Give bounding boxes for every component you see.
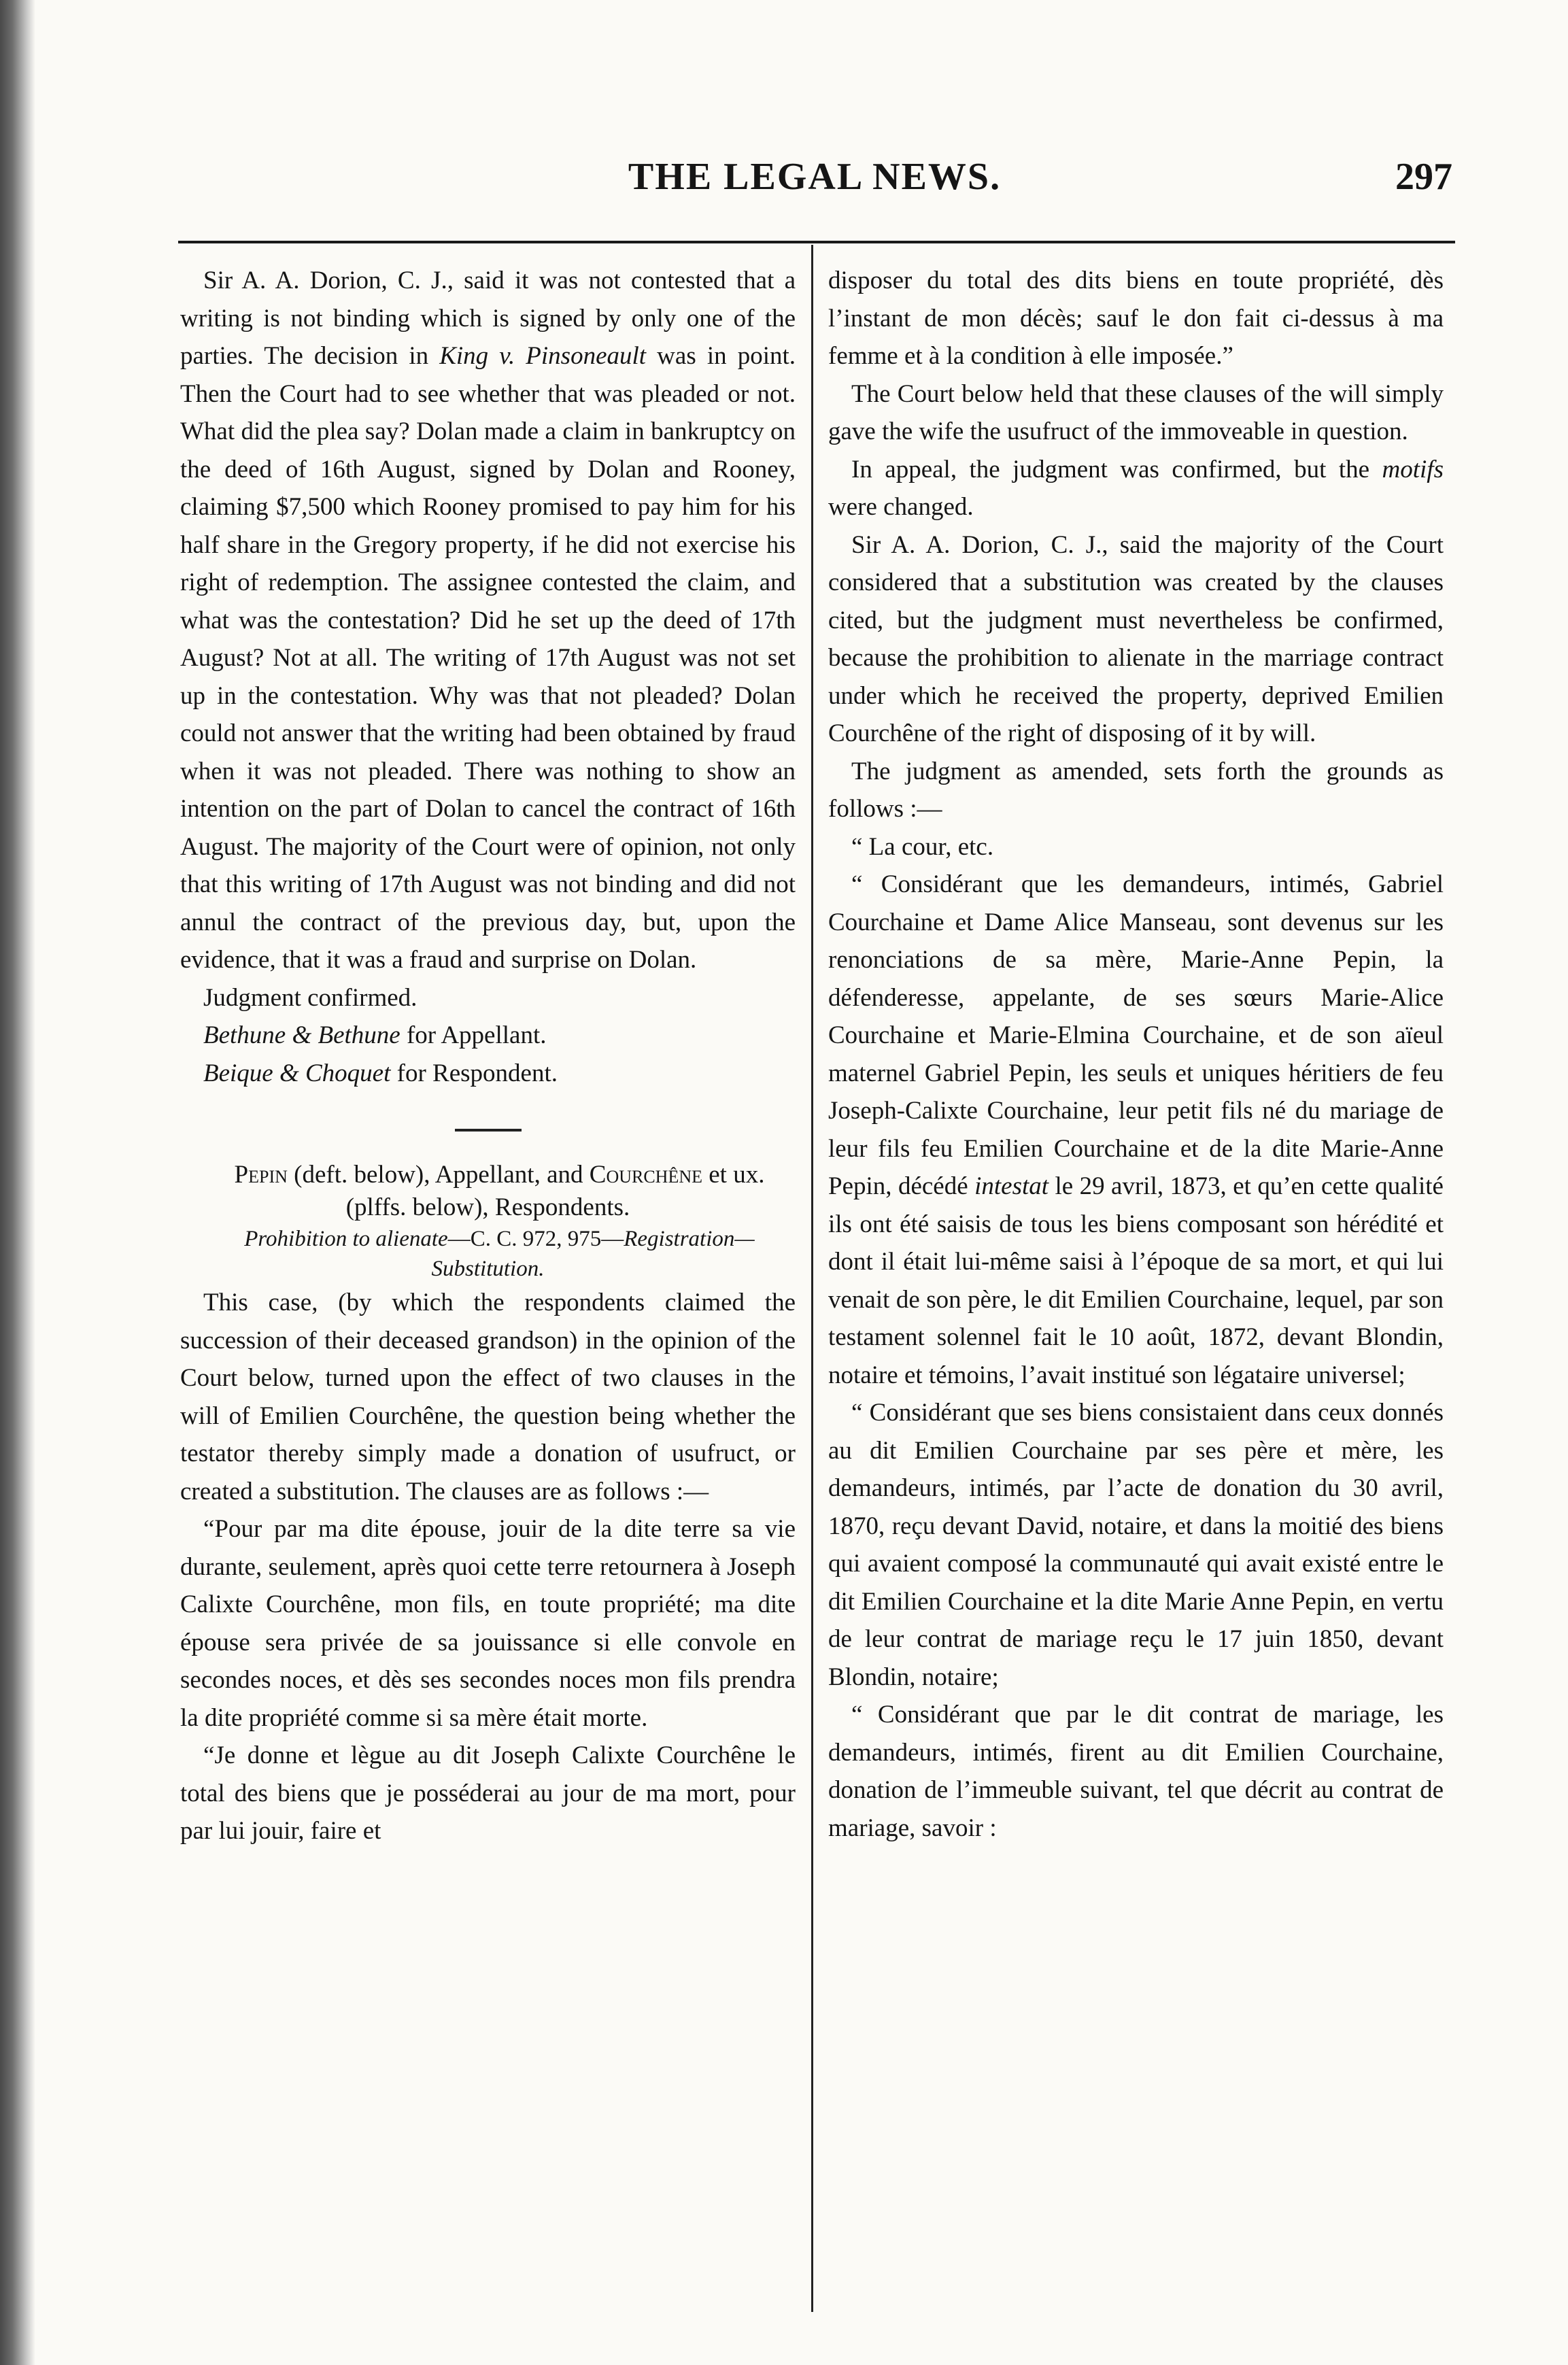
will-clause-2-continued: disposer du total des dits biens en toute propriété, dès l’instant de mon décès; sauf le don fait ci-dessus à ma femme et à la condition à elle imposée.” bbox=[828, 267, 1444, 370]
running-title: THE LEGAL NEWS. bbox=[628, 156, 1002, 198]
motifs-term: motifs bbox=[1382, 455, 1444, 483]
considerant-1 bbox=[828, 866, 1444, 1394]
counsel-appellant-names: Bethune & Bethune bbox=[203, 1021, 400, 1049]
counsel-respondent-names: Beique & Choquet bbox=[203, 1059, 391, 1087]
header-rule bbox=[178, 241, 1455, 243]
case-facts-paragraph: This case, (by which the respondents claimed the succession of their deceased grandson) in the opinion of the Court below, turned upon the effect of two clauses in the will of Emilien Courchêne, the question being whether the testator thereby simply made a donation of usufruct, or created a substitution. The clauses are as follows :— bbox=[180, 1289, 796, 1505]
opinion-text-rest: was in point. Then the Court had to see whether that was pleaded or not. What did the plea say? Dolan made a claim in bankruptcy on the deed of 16th August, signed by Dolan and Rooney, claiming $7,500 which Rooney promised to pay him for his half share in the Gregory property, if he did not exercise his right of redemption. The assignee contested the claim, and what was the contestation? Did he set up the deed of 17th August? Not at all. The writing of 17th August was not set up in the contestation. Why was that not pleaded? Dolan could not answer that the writing had been obtained by fraud when it was not pleaded. There was nothing to show an intention on the part of Dolan to cancel the contract of 16th August. The majority of the Court were of opinion, not only that this writing of 17th August was not binding and did not annul the contract of the previous day, but, upon the evidence, that it was a fraud and surprise on Dolan. bbox=[180, 342, 796, 974]
counsel-respondent bbox=[180, 1055, 796, 1093]
headnote-topic: Prohibition to alienate bbox=[244, 1227, 448, 1251]
right-column bbox=[828, 262, 1444, 1847]
considerant-3: “ Considérant que par le dit contrat de mariage, les demandeurs, intimés, firent au dit Emilien Courchaine, donation de l’immeuble suivant, tel que décrit au contrat de mariage, savoir : bbox=[828, 1701, 1444, 1842]
intestat-term: intestat bbox=[974, 1172, 1049, 1200]
judgment-opening: “ La cour, etc. bbox=[851, 832, 994, 861]
case-title-text-end: et ux. (plffs. below), Respondents. bbox=[345, 1161, 765, 1221]
appeal-result-text-end: were changed. bbox=[828, 493, 974, 521]
page-number: 297 bbox=[1395, 156, 1452, 198]
appeal-result-text: In appeal, the judgment was confirmed, but the bbox=[851, 455, 1382, 483]
will-clause-2: “Je donne et lègue au dit Joseph Calixte Courchêne le total des biens que je posséderai au jour de ma mort, pour par lui jouir, faire et bbox=[180, 1741, 796, 1845]
scan-edge-shadow bbox=[0, 0, 35, 2365]
considerant-1-text-end: le 29 avril, 1873, et qu’en cette qualité ils ont été saisis de tous les biens composant son hérédité et dont il était lui-même saisi à l’époque de sa mort, et qui lui venait de son père, le dit Emilien Courchaine, lequel, par son testament solennel fait le 10 août, 1872, devant Blondin, notaire et témoins, l’avait institué son légataire universel; bbox=[828, 1172, 1444, 1389]
headnote-articles: —C. C. 972, 975— bbox=[447, 1227, 624, 1251]
considerant-2: “ Considérant que ses biens consistaient dans ceux donnés au dit Emilien Courchaine par ses père et mère, les demandeurs, intimés, par l’acte de donation du 30 avril, 1870, reçu devant David, notaire, et dans la moitié des biens qui avaient composé la communauté qui avait existé entre le dit Emilien Courchaine et la dite Marie Anne Pepin, en vertu de leur contrat de mariage reçu le 17 juin 1850, devant Blondin, notaire; bbox=[828, 1399, 1444, 1691]
counsel-appellant-role: for Appellant. bbox=[400, 1021, 547, 1049]
will-clause-1: “Pour par ma dite épouse, jouir de la dite terre sa vie durante, seulement, après quoi cette terre retournera à Joseph Calixte Courchêne, mon fils, en toute propriété; ma dite épouse sera privée de sa jouissance si elle convole en secondes noces, et dès ses secondes noces mon fils prendra la dite propriété comme si sa mère était morte. bbox=[180, 1515, 796, 1732]
headnote bbox=[180, 1224, 796, 1284]
dorion-opinion-paragraph bbox=[180, 262, 796, 979]
considerant-1-text: “ Considérant que les demandeurs, intimés, Gabriel Courchaine et Dame Alice Manseau, sont devenus sur les renonciations de sa mère, Marie-Anne Pepin, la défenderesse, appelante, de ses sœurs Marie-Alice Courchaine et Marie-Elmina Courchaine, et de son aïeul maternel Gabriel Pepin, les seuls et uniques héritiers de feu Joseph-Calixte Courchaine, leur petit fils né du mariage de leur fils feu Emilien Courchaine et de la dite Marie-Anne Pepin, décédé bbox=[828, 870, 1444, 1200]
left-column bbox=[180, 262, 796, 1850]
case-citation: King v. Pinsoneault bbox=[439, 342, 647, 370]
case-title-text: (deft. below), Appellant, and bbox=[287, 1161, 590, 1189]
counsel-appellant bbox=[180, 1017, 796, 1055]
appeal-result bbox=[828, 451, 1444, 526]
page-header bbox=[177, 155, 1452, 209]
dorion-majority-paragraph: Sir A. A. Dorion, C. J., said the majority of the Court considered that a substitution was created by the clauses cited, but the judgment must nevertheless be confirmed, because the prohibition to alienate in the marriage contract under which he received the property, deprived Emilien Courchêne of the right of disposing of it by will. bbox=[828, 530, 1444, 747]
column-divider bbox=[811, 245, 813, 2312]
case-party-appellant: Pepin bbox=[234, 1161, 288, 1189]
judgment-intro: The judgment as amended, sets forth the grounds as follows :— bbox=[828, 757, 1444, 823]
opinion-text-lead: Sir A. A. Dorion, C. J., said it was not contested that a writing is not binding which is signed by only one of the parties. The decision in bbox=[180, 267, 796, 370]
headnote-subtopic: Registration—Substitution. bbox=[431, 1227, 755, 1281]
court-below-holding: The Court below held that these clauses of the will simply gave the wife the usufruct of the immoveable in question. bbox=[828, 379, 1444, 445]
case-title bbox=[180, 1159, 796, 1224]
case-party-respondent: Courchêne bbox=[589, 1161, 702, 1189]
judgment-line: Judgment confirmed. bbox=[203, 983, 417, 1012]
section-divider bbox=[455, 1129, 522, 1132]
counsel-respondent-role: for Respondent. bbox=[390, 1059, 558, 1087]
